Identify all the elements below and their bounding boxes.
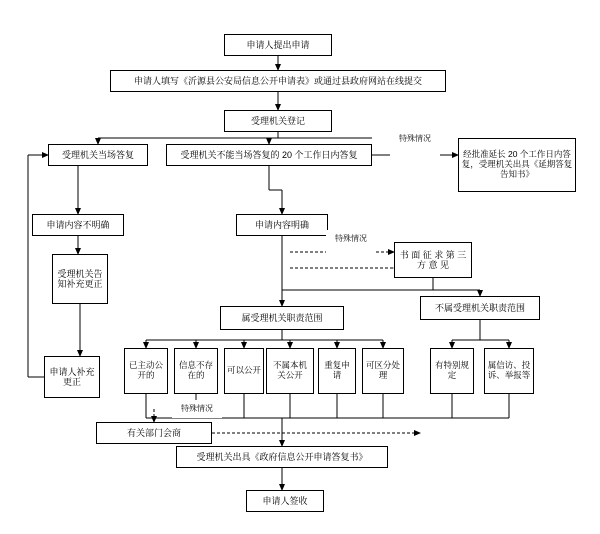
flow-node-label: 可以公开: [227, 365, 262, 376]
flow-node-label: 属信访、投诉、举报等: [487, 360, 531, 380]
flow-node-within-scope: [220, 306, 344, 330]
flow-node-label: 不属本机关公开: [272, 360, 307, 380]
flow-node-separable-handling: [362, 348, 404, 394]
flow-node-label: 不属受理机关职责范围: [434, 302, 525, 313]
flow-node-petition-complaint: [484, 348, 534, 394]
flow-node-third-party-opinion: [394, 242, 472, 278]
flow-node-label: 申请人签收: [262, 495, 308, 506]
flow-node-label: 申请内容不明确: [46, 219, 110, 230]
flow-node-department-consult: [96, 422, 212, 444]
flow-node-label: 申请人提出申请: [246, 39, 310, 50]
flow-node-not-this-agency: [266, 348, 314, 394]
flow-node-label: 有特别规定: [434, 360, 469, 380]
edge-label-special-case-2: [326, 230, 376, 248]
flow-node-label: 经批准延长 20 个工作日内答复，受理机关出具《延期答复告知书》: [461, 149, 573, 179]
flow-node-extension-notice: [458, 138, 576, 192]
flow-node-content-unclear: [32, 214, 124, 236]
flow-node-duplicate-request: [318, 348, 356, 394]
edge-label-text: 特殊情况: [335, 233, 367, 243]
flow-node-label: 受理机关出具《政府信息公开申请答复书》: [196, 451, 368, 462]
flow-node-label: 属受理机关职责范围: [241, 312, 323, 323]
flow-node-label: 已主动公开的: [128, 360, 163, 380]
flow-node-applicant-receipt: [246, 490, 324, 512]
flow-node-label: 受理机关当场答复: [61, 149, 134, 160]
flow-node-20day-reply: [166, 144, 372, 166]
flow-node-label: 申请内容明确: [254, 219, 309, 230]
edge-label-special-case-1: [390, 130, 440, 148]
flow-node-registration: [224, 110, 332, 132]
flow-node-label: 书 面 征 求 第 三 方 意 见: [399, 249, 467, 270]
flow-node-applicant-supplement: [44, 356, 100, 398]
flow-node-label: 受理机关告知补充更正: [57, 268, 103, 289]
flow-node-fill-form: [110, 70, 446, 92]
flow-node-label: 信息不存在的: [178, 360, 213, 380]
flow-node-content-clear: [236, 214, 328, 236]
flow-node-onsite-reply: [48, 144, 148, 166]
flow-node-outside-scope: [420, 296, 540, 320]
flow-node-reply-document: [176, 446, 388, 468]
flow-node-label: 受理机关不能当场答复的 20 个工作日内答复: [180, 149, 358, 160]
flow-node-notify-supplement: [52, 254, 108, 304]
edge-label-text: 特殊情况: [399, 133, 431, 143]
flow-node-label: 有关部门会商: [126, 427, 181, 438]
flow-node-info-not-exist: [174, 348, 218, 394]
flow-node-applicant-submit: [224, 34, 332, 56]
flow-node-label: 重复申请: [324, 360, 350, 380]
edge-label-special-case-3: [172, 400, 222, 418]
flow-node-label: 申请人补充更正: [49, 366, 95, 387]
flow-node-label: 可区分处理: [365, 360, 400, 380]
edge-label-text: 特殊情况: [181, 403, 213, 413]
flow-node-label: 申请人填写《沂源县公安局信息公开申请表》或通过县政府网站在线提交: [133, 75, 422, 86]
flow-node-special-provision: [430, 348, 474, 394]
flow-node-can-disclose: [224, 348, 264, 394]
flow-node-label: 受理机关登记: [250, 115, 305, 126]
flow-node-already-public: [124, 348, 168, 394]
